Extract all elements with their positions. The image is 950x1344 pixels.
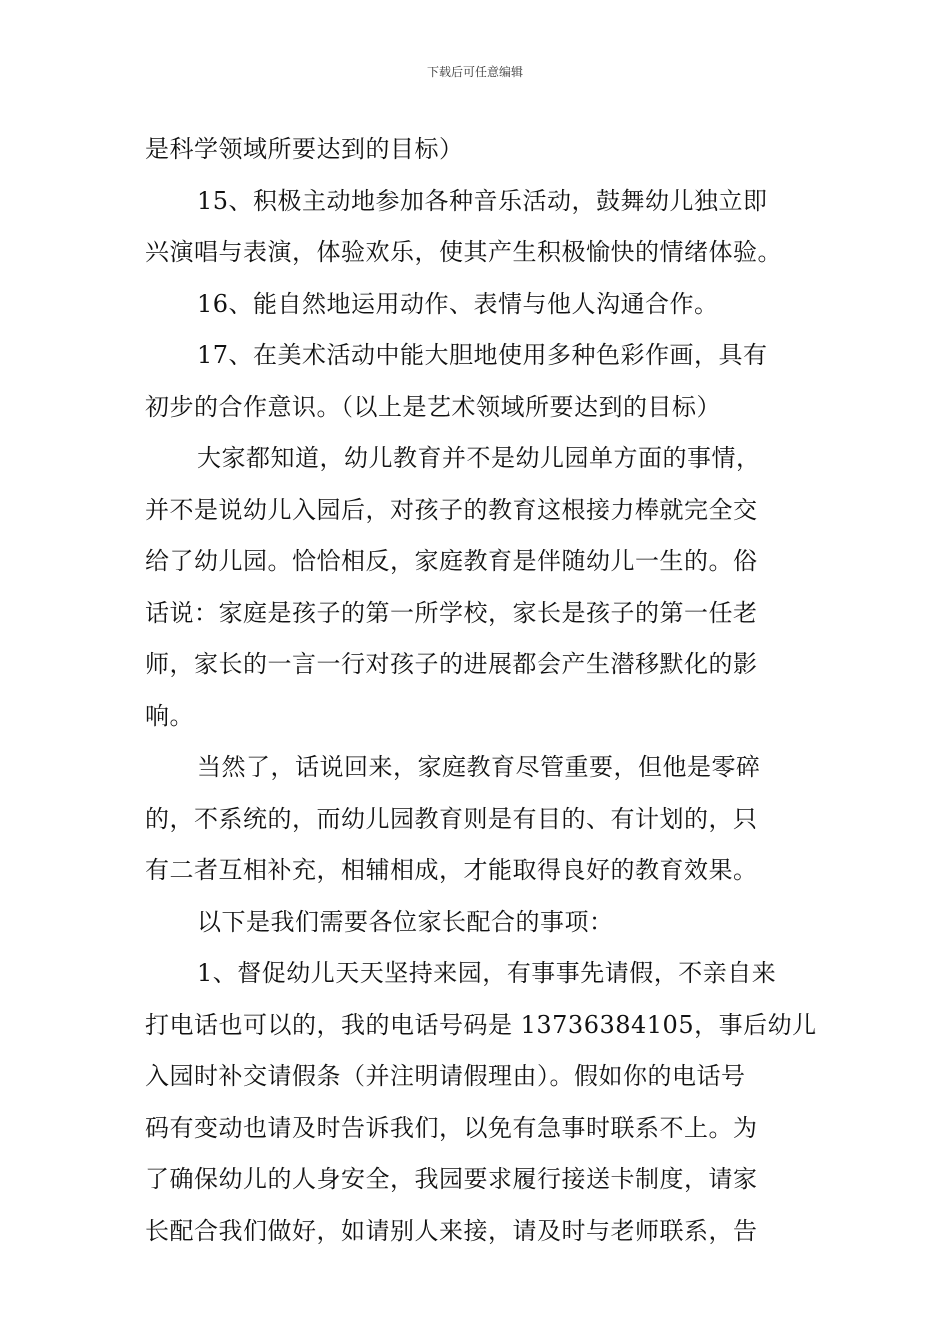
text-line: 兴演唱与表演，体验欢乐，使其产生积极愉快的情绪体验。 xyxy=(145,238,782,266)
text-line: 码有变动也请及时告诉我们，以免有急事时联系不上。为 xyxy=(145,1113,758,1142)
document-body xyxy=(145,124,817,1257)
text-line: 是科学领域所要达到的目标） xyxy=(145,135,464,163)
text-line: 当然了，话说回来，家庭教育尽管重要，但他是零碎 xyxy=(197,753,761,781)
text-line: 15、积极主动地参加各种音乐活动，鼓舞幼儿独立即 xyxy=(197,186,768,215)
text-line: 17、在美术活动中能大胆地使用多种色彩作画，具有 xyxy=(197,341,768,369)
text-line: 打电话也可以的，我的电话号码是 13736384105，事后幼儿 xyxy=(145,1010,817,1039)
text-line: 了确保幼儿的人身安全，我园要求履行接送卡制度，请家 xyxy=(145,1165,758,1193)
text-line: 有二者互相补充，相辅相成，才能取得良好的教育效果。 xyxy=(145,856,758,884)
text-line: 大家都知道，幼儿教育并不是幼儿园单方面的事情， xyxy=(197,444,761,472)
text-line: 话说：家庭是孩子的第一所学校，家长是孩子的第一任老 xyxy=(145,598,758,627)
text-line: 的，不系统的，而幼儿园教育则是有目的、有计划的，只 xyxy=(145,804,758,833)
text-line: 师，家长的一言一行对孩子的进展都会产生潜移默化的影 xyxy=(145,650,758,678)
text-line: 长配合我们做好，如请别人来接，请及时与老师联系，告 xyxy=(145,1216,758,1245)
text-line: 给了幼儿园。恰恰相反，家庭教育是伴随幼儿一生的。俗 xyxy=(145,547,758,575)
text-line: 初步的合作意识。（以上是艺术领域所要达到的目标） xyxy=(145,392,721,421)
text-line: 1、督促幼儿天天坚持来园，有事事先请假，不亲自来 xyxy=(197,959,777,987)
text-line: 入园时补交请假条（并注明请假理由）。假如你的电话号 xyxy=(145,1062,746,1090)
text-line: 并不是说幼儿入园后，对孩子的教育这根接力棒就完全交 xyxy=(145,495,758,524)
text-line: 以下是我们需要各位家长配合的事项： xyxy=(197,907,614,936)
page-header: 下载后可任意编辑 xyxy=(426,65,523,79)
text-line: 16、能自然地运用动作、表情与他人沟通合作。 xyxy=(197,289,719,318)
text-line: 响。 xyxy=(145,701,194,730)
